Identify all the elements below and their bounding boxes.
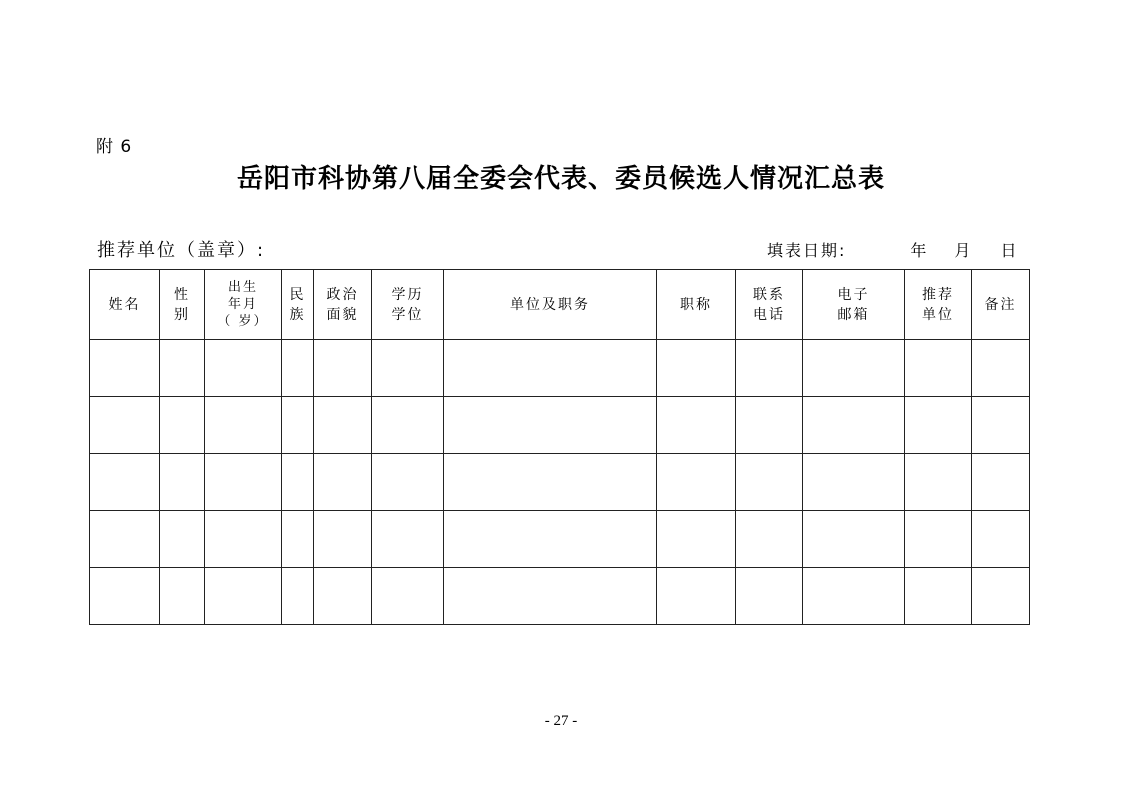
table-cell[interactable]: [372, 340, 444, 397]
table-cell[interactable]: [205, 454, 282, 511]
table-cell[interactable]: [736, 397, 803, 454]
document-title: 岳阳市科协第八届全委会代表、委员候选人情况汇总表: [236, 164, 885, 194]
fill-date-day: 日: [1000, 241, 1017, 260]
table-cell[interactable]: [657, 454, 736, 511]
header-recommending-unit: 推荐 单位: [905, 270, 972, 340]
header-remarks: 备注: [972, 270, 1030, 340]
table-cell[interactable]: [160, 511, 205, 568]
fill-date-line: [767, 238, 1016, 261]
table-cell[interactable]: [972, 340, 1030, 397]
table-row: [90, 340, 1030, 397]
table-cell[interactable]: [657, 511, 736, 568]
table-cell[interactable]: [736, 454, 803, 511]
table-cell[interactable]: [905, 511, 972, 568]
table-cell[interactable]: [905, 568, 972, 625]
table-cell[interactable]: [444, 511, 657, 568]
page-number: - 27 -: [544, 713, 578, 729]
table-cell[interactable]: [444, 397, 657, 454]
table-cell[interactable]: [314, 568, 372, 625]
table-cell[interactable]: [444, 340, 657, 397]
table-cell[interactable]: [314, 340, 372, 397]
table-cell[interactable]: [905, 454, 972, 511]
fill-date-month: 月: [954, 241, 971, 260]
table-cell[interactable]: [972, 568, 1030, 625]
table-row: [90, 568, 1030, 625]
header-birth-date: 出生 年月 （ 岁）: [205, 270, 282, 340]
table-cell[interactable]: [205, 568, 282, 625]
table-cell[interactable]: [372, 568, 444, 625]
table-cell[interactable]: [972, 511, 1030, 568]
table-cell[interactable]: [657, 397, 736, 454]
table-cell[interactable]: [90, 397, 160, 454]
table-cell[interactable]: [160, 340, 205, 397]
table-cell[interactable]: [803, 454, 905, 511]
table-cell[interactable]: [803, 511, 905, 568]
table-header-row: [90, 270, 1030, 340]
header-professional-title: 职称: [657, 270, 736, 340]
table-cell[interactable]: [372, 511, 444, 568]
table-cell[interactable]: [314, 454, 372, 511]
table-cell[interactable]: [314, 511, 372, 568]
table-cell[interactable]: [736, 511, 803, 568]
attachment-label: 附 6: [96, 137, 133, 157]
header-employer-position: 单位及职务: [444, 270, 657, 340]
header-political-status: 政治 面貌: [314, 270, 372, 340]
header-name: 姓名: [90, 270, 160, 340]
table-cell[interactable]: [160, 397, 205, 454]
header-education-degree: 学历 学位: [372, 270, 444, 340]
table-cell[interactable]: [90, 340, 160, 397]
table-cell[interactable]: [736, 568, 803, 625]
table-cell[interactable]: [905, 340, 972, 397]
table-cell[interactable]: [972, 454, 1030, 511]
table-cell[interactable]: [736, 340, 803, 397]
table-row: [90, 511, 1030, 568]
table-cell[interactable]: [160, 568, 205, 625]
table-cell[interactable]: [205, 397, 282, 454]
table-cell[interactable]: [657, 340, 736, 397]
table-cell[interactable]: [282, 340, 314, 397]
table-cell[interactable]: [205, 340, 282, 397]
candidate-summary-table: [89, 269, 1030, 625]
table-cell[interactable]: [372, 397, 444, 454]
table-cell[interactable]: [803, 340, 905, 397]
table-cell[interactable]: [282, 397, 314, 454]
table-cell[interactable]: [905, 397, 972, 454]
table-cell[interactable]: [282, 511, 314, 568]
table-cell[interactable]: [972, 397, 1030, 454]
table-cell[interactable]: [372, 454, 444, 511]
header-email: 电子 邮箱: [803, 270, 905, 340]
header-gender: 性 别: [160, 270, 205, 340]
table-cell[interactable]: [444, 568, 657, 625]
fill-date-year: 年: [910, 241, 927, 260]
table-row: [90, 454, 1030, 511]
header-contact-phone: 联系 电话: [736, 270, 803, 340]
table-cell[interactable]: [803, 568, 905, 625]
table-cell[interactable]: [282, 454, 314, 511]
table-cell[interactable]: [444, 454, 657, 511]
table-row: [90, 397, 1030, 454]
table-cell[interactable]: [90, 568, 160, 625]
fill-date-label: 填表日期:: [767, 241, 847, 260]
table-cell[interactable]: [90, 511, 160, 568]
recommending-unit-label: 推荐单位（盖章）:: [97, 240, 266, 261]
table-cell[interactable]: [160, 454, 205, 511]
table-cell[interactable]: [205, 511, 282, 568]
table-cell[interactable]: [803, 397, 905, 454]
table-cell[interactable]: [657, 568, 736, 625]
table-cell[interactable]: [90, 454, 160, 511]
header-ethnicity: 民 族: [282, 270, 314, 340]
table-cell[interactable]: [314, 397, 372, 454]
table-cell[interactable]: [282, 568, 314, 625]
